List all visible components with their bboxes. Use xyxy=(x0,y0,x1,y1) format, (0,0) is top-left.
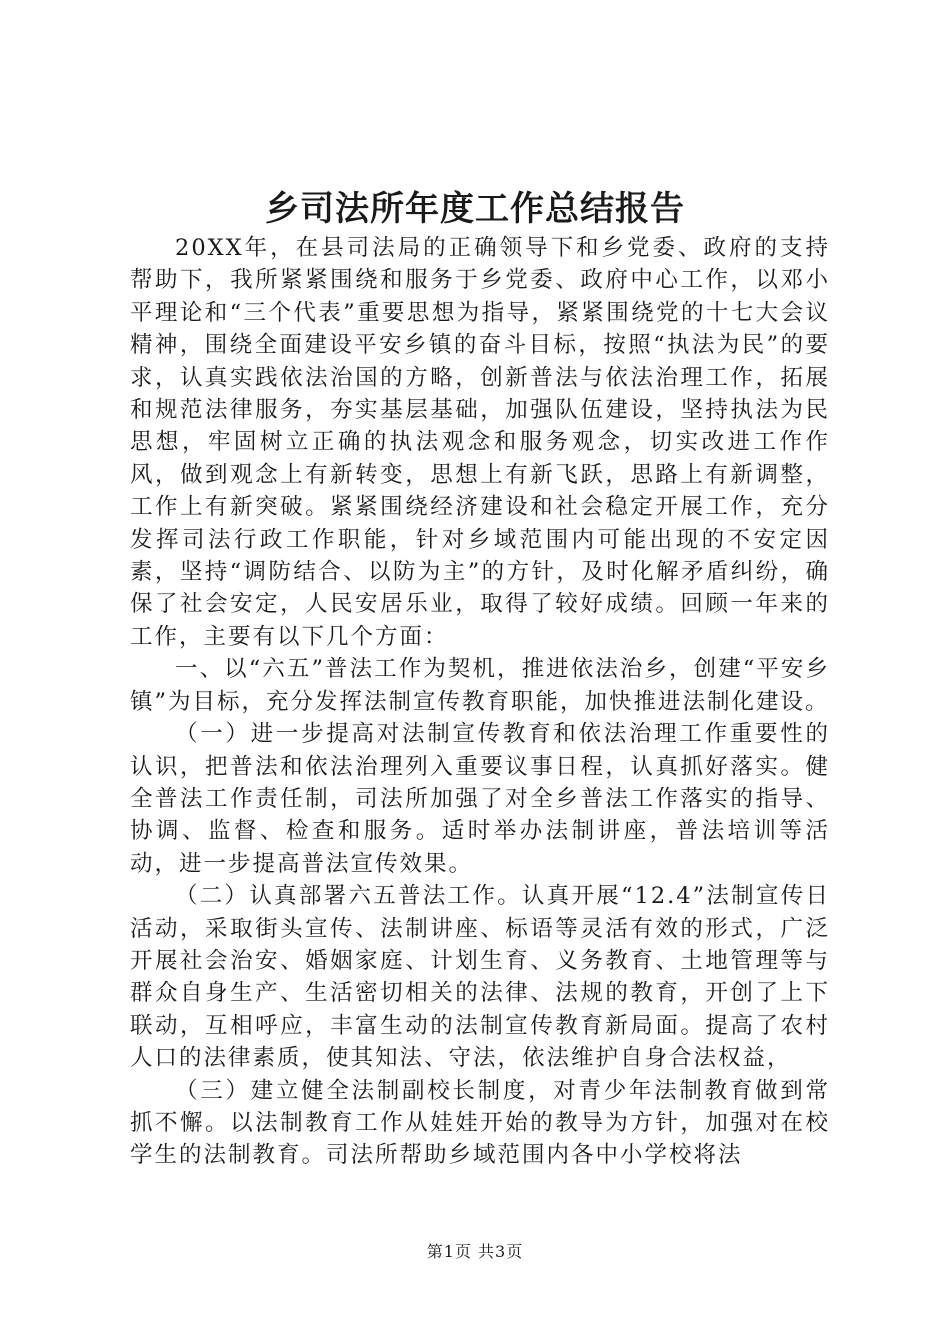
document-title: 乡司法所年度工作总结报告 xyxy=(265,189,685,229)
paragraph-subsection-2: （二）认真部署六五普法工作。认真开展“12.4”法制宣传日活动，采取街头宣传、法制讲座、标语等灵活有效的形式，广泛开展社会治安、婚姻家庭、计划生育、义务教育、土地管理等与群众自身生产、生活密切相关的法律、法规的教育，开创了上下联动，互相呼应，丰富生动的法制宣传教育新局面。提高了农村人口的法律素质，使其知法、守法，依法维护自身合法权益， xyxy=(130,883,830,1072)
page-footer xyxy=(0,1240,950,1264)
paragraph-subsection-3: （三）建立健全法制副校长制度，对青少年法制教育做到常抓不懈。以法制教育工作从娃娃开始的教导为方针，加强对在校学生的法制教育。司法所帮助乡域范围内各中小学校将法 xyxy=(130,1077,830,1169)
paragraph-intro: 20XX年，在县司法局的正确领导下和乡党委、政府的支持帮助下，我所紧紧围绕和服务于乡党委、政府中心工作，以邓小平理论和“三个代表”重要思想为指导，紧紧围绕党的十七大会议精神，围绕全面建设平安乡镇的奋斗目标，按照“执法为民”的要求，认真实践依法治国的方略，创新普法与依法治理工作，拓展和规范法律服务，夯实基层基础，加强队伍建设，坚持执法为民思想，牢固树立正确的执法观念和服务观念，切实改进工作作风，做到观念上有新转变，思想上有新飞跃，思路上有新调整，工作上有新突破。紧紧围绕经济建设和社会稳定开展工作，充分发挥司法行政工作职能，针对乡域范围内可能出现的不安定因素，坚持“调防结合、以防为主”的方针，及时化解矛盾纠纷，确保了社会安定，人民安居乐业，取得了较好成绩。回顾一年来的工作，主要有以下几个方面： xyxy=(130,235,830,650)
paragraph-section-1-heading: 一、以“六五”普法工作为契机，推进依法治乡，创建“平安乡镇”为目标，充分发挥法制宣传教育职能，加快推进法制化建设。 xyxy=(130,656,830,715)
document-body xyxy=(130,232,830,1172)
page-indicator: 第1页 共3页 xyxy=(426,1242,524,1261)
paragraph-subsection-1: （一）进一步提高对法制宣传教育和依法治理工作重要性的认识，把普法和依法治理列入重要议事日程，认真抓好落实。健全普法工作责任制，司法所加强了对全乡普法工作落实的指导、协调、监督、检查和服务。适时举办法制讲座，普法培训等活动，进一步提高普法宣传效果。 xyxy=(130,721,830,877)
